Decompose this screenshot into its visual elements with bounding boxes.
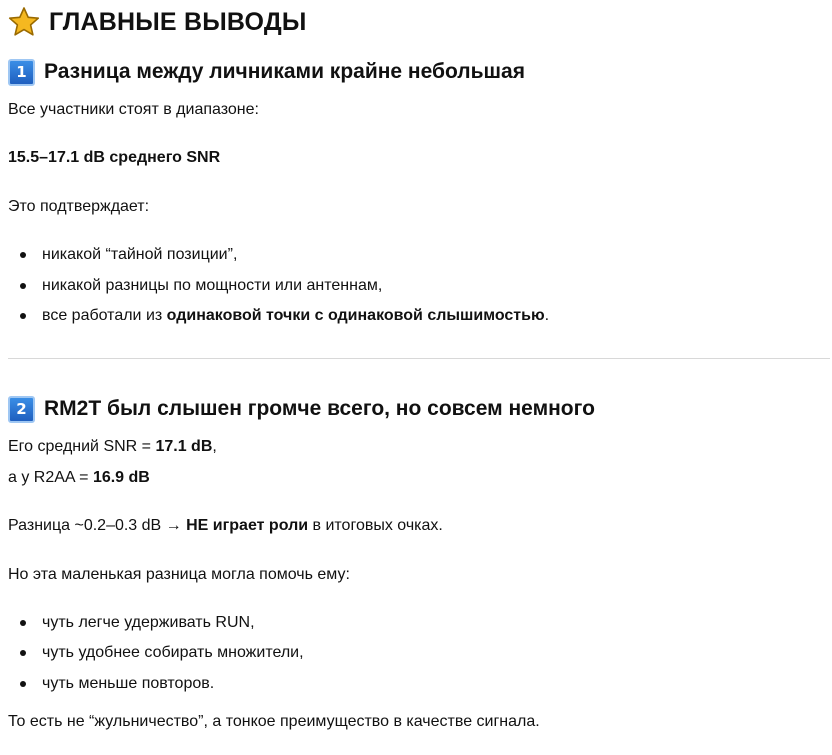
main-heading-title: ГЛАВНЫЕ ВЫВОДЫ — [49, 7, 307, 36]
rm2t-snr-line: Его средний SNR = 17.1 dB, — [8, 438, 217, 455]
list-item-text: никакой “тайной позиции”, — [42, 246, 238, 263]
main-heading — [8, 6, 307, 38]
list-item-text: никакой разницы по мощности или антеннам, — [42, 277, 383, 294]
list-item-text: все работали из одинаковой точки с одинаковой слышимостью. — [42, 307, 550, 324]
section-1-heading — [8, 58, 525, 86]
conclusion: То есть не “жульничество”, а тонкое преимущество в качестве сигнала. — [8, 713, 540, 730]
section-2-title: RM2T был слышен громче всего, но совсем немного — [44, 397, 595, 420]
section-2-heading — [8, 395, 595, 423]
difference-line: Разница ~0.2–0.3 dB → НЕ играет роли в итоговых очках. — [8, 517, 443, 534]
section-2-but: Но эта маленькая разница могла помочь ему: — [8, 566, 350, 583]
keycap-1-icon: 1 — [8, 59, 35, 86]
list-item-text: чуть легче удерживать RUN, — [42, 614, 255, 631]
bullet-icon — [20, 681, 26, 687]
r2aa-snr-line: а у R2AA = 16.9 dB — [8, 469, 150, 486]
star-icon — [8, 6, 40, 38]
bullet-icon — [20, 620, 26, 626]
keycap-2-icon: 2 — [8, 396, 35, 423]
divider — [8, 358, 830, 359]
list-item-text: чуть удобнее собирать множители, — [42, 644, 304, 661]
bullet-icon — [20, 313, 26, 319]
section-1-confirms: Это подтверждает: — [8, 198, 150, 215]
bullet-icon — [20, 650, 26, 656]
bullet-icon — [20, 283, 26, 289]
list-item-text: чуть меньше повторов. — [42, 675, 215, 692]
snr-range: 15.5–17.1 dB среднего SNR — [8, 149, 221, 166]
section-1-intro: Все участники стоят в диапазоне: — [8, 101, 259, 118]
section-1-title: Разница между личниками крайне небольшая — [44, 60, 525, 83]
bullet-icon — [20, 252, 26, 258]
